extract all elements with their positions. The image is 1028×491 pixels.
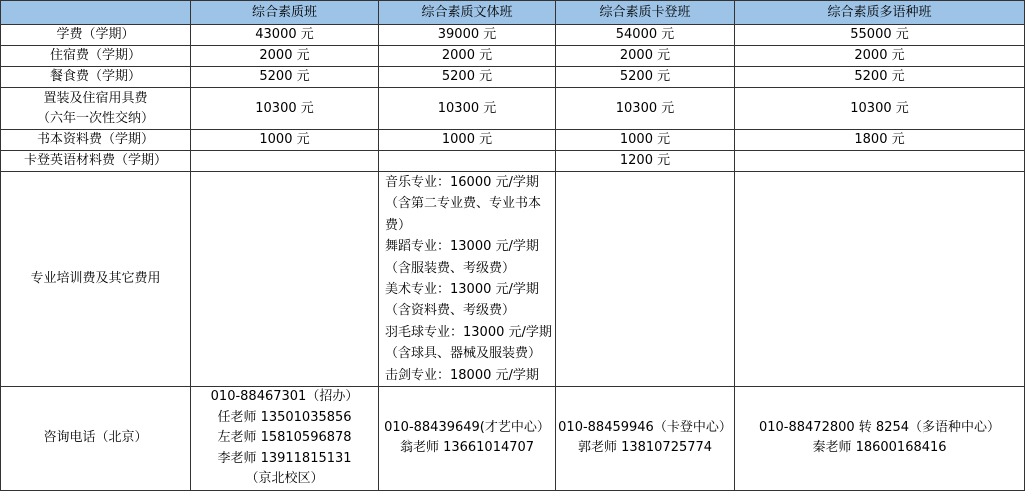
table-cell bbox=[191, 172, 379, 387]
table-cell: 10300 元 bbox=[735, 88, 1025, 130]
table-cell: 39000 元 bbox=[379, 25, 556, 46]
table-cell: 55000 元 bbox=[735, 25, 1025, 46]
training-line: （含第二专业费、专业书本 bbox=[385, 196, 542, 212]
meals-row bbox=[1, 67, 1025, 88]
row-label: 住宿费（学期） bbox=[1, 46, 191, 67]
row-label: 餐食费（学期） bbox=[1, 67, 191, 88]
table-cell: 5200 元 bbox=[379, 67, 556, 88]
contact-line: 010-88439649(才艺中心） bbox=[384, 419, 550, 435]
contact-cell-cardiff bbox=[556, 387, 735, 491]
contact-line: （京北校区） bbox=[245, 471, 324, 487]
contact-line: 010-88459946（卡登中心） bbox=[558, 419, 732, 435]
tuition-row bbox=[1, 25, 1025, 46]
training-line: 音乐专业：16000 元/学期 bbox=[385, 175, 539, 190]
row-label bbox=[1, 88, 191, 130]
table-cell: 2000 元 bbox=[379, 46, 556, 67]
header-col-arts-sports: 综合素质文体班 bbox=[379, 1, 556, 25]
training-row bbox=[1, 172, 1025, 387]
table-cell bbox=[556, 172, 735, 387]
table-cell bbox=[379, 151, 556, 172]
table-cell: 1000 元 bbox=[379, 130, 556, 151]
contact-line: 李老师 13911815131 bbox=[217, 450, 352, 466]
contact-line: 翁老师 13661014707 bbox=[399, 440, 535, 456]
row-label: 卡登英语材料费（学期） bbox=[1, 151, 191, 172]
table-cell: 1800 元 bbox=[735, 130, 1025, 151]
contact-line: 010-88472800 转 8254（多语种中心） bbox=[758, 419, 1001, 435]
row-label-line: 置装及住宿用具费 bbox=[43, 90, 148, 106]
row-label: 咨询电话（北京） bbox=[1, 387, 191, 491]
training-line: 击剑专业：18000 元/学期 bbox=[385, 367, 539, 383]
training-line: 费） bbox=[385, 217, 412, 233]
table-cell bbox=[735, 172, 1025, 387]
table-cell: 2000 元 bbox=[191, 46, 379, 67]
table-cell: 1000 元 bbox=[556, 130, 735, 151]
table-cell: 10300 元 bbox=[556, 88, 735, 130]
contact-cell-admissions bbox=[191, 387, 379, 491]
contact-row bbox=[1, 387, 1025, 491]
training-line: （含资料费、考级费） bbox=[385, 303, 516, 319]
header-col-multilingual: 综合素质多语种班 bbox=[735, 1, 1025, 25]
header-row bbox=[1, 1, 1025, 25]
contact-line: 任老师 13501035856 bbox=[217, 409, 352, 425]
header-col-cardiff: 综合素质卡登班 bbox=[556, 1, 735, 25]
table-cell: 5200 元 bbox=[556, 67, 735, 88]
contact-cell-arts bbox=[379, 387, 556, 491]
training-fee-list bbox=[379, 172, 556, 387]
table-cell: 1000 元 bbox=[191, 130, 379, 151]
row-label-line: （六年一次性交纳） bbox=[36, 110, 154, 126]
table-cell: 5200 元 bbox=[191, 67, 379, 88]
training-line: 羽毛球专业：13000 元/学期 bbox=[385, 324, 552, 340]
row-label: 书本资料费（学期） bbox=[1, 130, 191, 151]
table-cell bbox=[191, 151, 379, 172]
training-line: （含球具、器械及服装费） bbox=[385, 346, 542, 362]
training-line: 美术专业：13000 元/学期 bbox=[385, 282, 539, 298]
table-cell: 43000 元 bbox=[191, 25, 379, 46]
contact-line: 左老师 15810596878 bbox=[217, 430, 352, 446]
table-cell: 2000 元 bbox=[735, 46, 1025, 67]
contact-line: 010-88467301（招办） bbox=[210, 389, 359, 405]
training-line: 舞蹈专业：13000 元/学期 bbox=[385, 239, 539, 255]
books-row bbox=[1, 130, 1025, 151]
training-line: （含服装费、考级费） bbox=[385, 260, 516, 276]
table-cell: 10300 元 bbox=[379, 88, 556, 130]
table-cell bbox=[735, 151, 1025, 172]
contact-line: 郭老师 13810725774 bbox=[577, 440, 713, 456]
contact-cell-multilingual bbox=[735, 387, 1025, 491]
table-cell: 5200 元 bbox=[735, 67, 1025, 88]
header-col-comprehensive: 综合素质班 bbox=[191, 1, 379, 25]
cardiff-materials-row bbox=[1, 151, 1025, 172]
housing-row bbox=[1, 46, 1025, 67]
contact-line: 秦老师 18600168416 bbox=[812, 440, 947, 456]
table-cell: 54000 元 bbox=[556, 25, 735, 46]
row-label: 学费（学期） bbox=[1, 25, 191, 46]
table-cell: 1200 元 bbox=[556, 151, 735, 172]
header-corner bbox=[1, 1, 191, 25]
table-cell: 2000 元 bbox=[556, 46, 735, 67]
row-label: 专业培训费及其它费用 bbox=[1, 172, 191, 387]
table-cell: 10300 元 bbox=[191, 88, 379, 130]
uniform-row bbox=[1, 88, 1025, 130]
